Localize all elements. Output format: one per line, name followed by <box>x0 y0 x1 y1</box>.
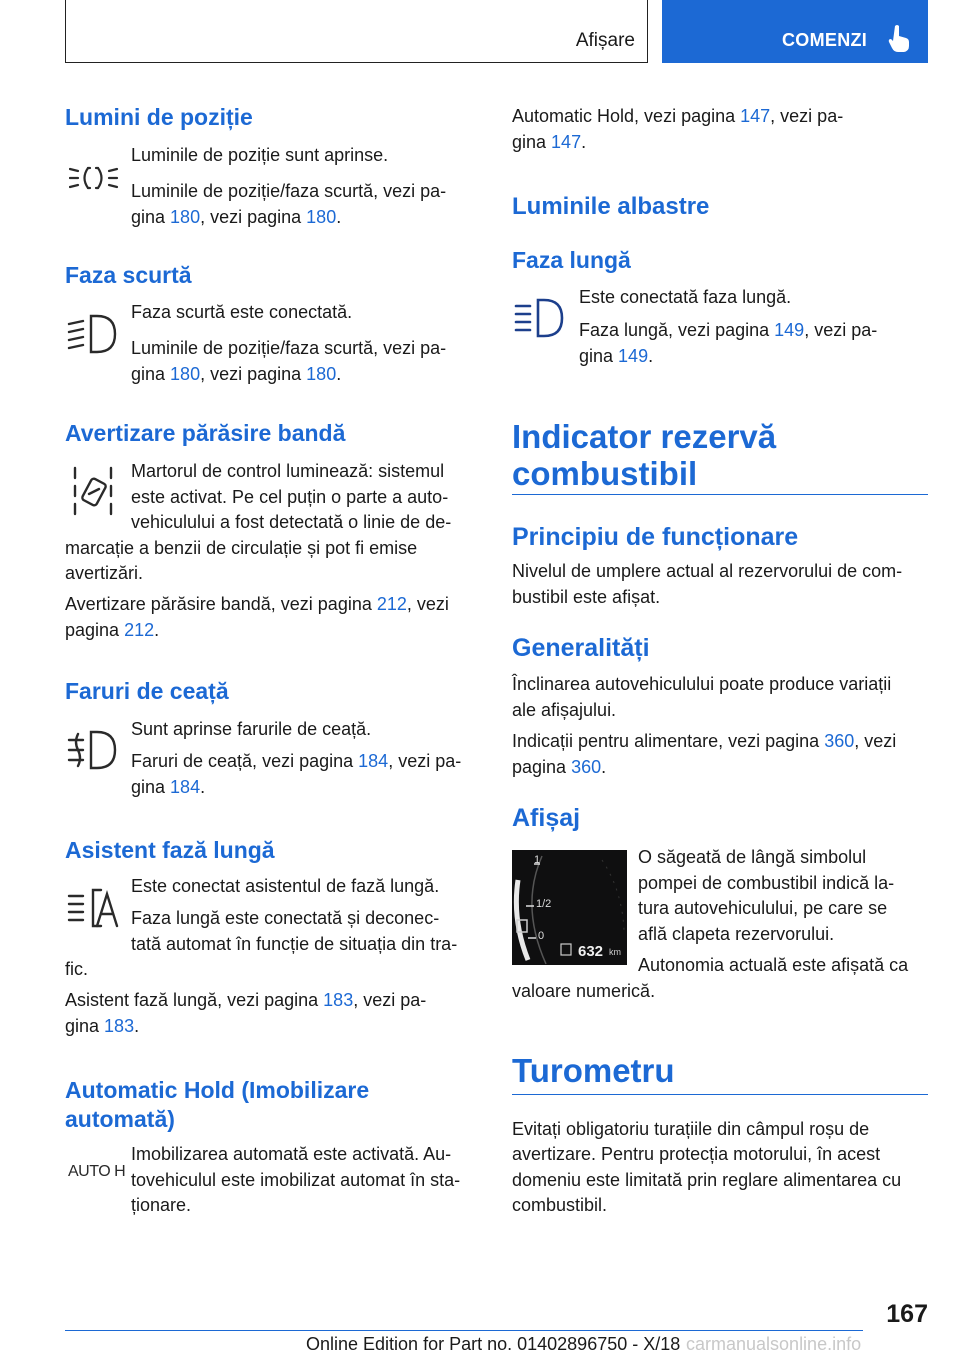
heading-display: Afișaj <box>512 804 581 832</box>
page-link[interactable]: 180 <box>306 363 337 384</box>
page-link[interactable]: 147 <box>551 131 582 152</box>
section-divider <box>512 494 928 495</box>
general-text-2: ale afișajului. <box>512 700 617 720</box>
page-link[interactable]: 180 <box>170 363 201 384</box>
page-link[interactable]: 149 <box>618 345 649 366</box>
tachometer-text-2: avertizare. Pentru protecția motorului, în acest <box>512 1144 881 1164</box>
lane-departure-icon <box>71 464 115 516</box>
page-link[interactable]: 184 <box>170 776 201 797</box>
pointing-hand-icon <box>888 24 910 52</box>
position-lights-icon <box>69 164 119 192</box>
footer-divider <box>65 1330 863 1331</box>
heading-general: Generalități <box>512 634 650 662</box>
gauge-mark-half: 1/2 <box>536 898 552 910</box>
gauge-mark-empty: 0 <box>538 930 545 942</box>
page-link[interactable]: 212 <box>376 594 407 614</box>
general-text-1: Înclinarea autovehiculului poate produce variații <box>512 674 892 694</box>
page-link[interactable]: 184 <box>358 751 389 771</box>
display-text-2: pompei de combustibil indică la- <box>638 873 895 893</box>
display-text-5: Autonomia actuală este afișată ca <box>638 955 909 975</box>
fog-lights-reference: Faruri de ceață, vezi pagina 184, vezi pa- gina 184. <box>131 751 462 797</box>
lane-departure-text-1: Martorul de control luminează: sistemul <box>131 461 445 481</box>
auto-hold-text-3: ționare. <box>131 1195 192 1215</box>
auto-hold-reference: Automatic Hold, vezi pagina 147, vezi pa- gina 147. <box>512 106 844 152</box>
high-beam-icon <box>514 296 568 340</box>
principle-text-1: Nivelul de umplere actual al rezervorului de com- <box>512 561 903 581</box>
high-beam-assistant-reference: Asistent fază lungă, vezi pagina 183, vezi pa- gina 183. <box>65 990 427 1036</box>
display-text-1: O săgeată de lângă simbolul <box>638 847 867 867</box>
page-link[interactable]: 360 <box>571 756 602 777</box>
fog-lights-icon <box>67 728 119 772</box>
section-tab-label: Afișare <box>575 30 635 51</box>
fuel-gauge-image <box>512 850 627 965</box>
high-beam-assistant-text-3: tată automat în funcție de situația din tra- <box>131 934 458 954</box>
heading-blue-lights: Luminile albastre <box>512 193 710 220</box>
position-lights-reference: Luminile de poziție/faza scurtă, vezi pa- gina 180, vezi pagina 180. <box>131 181 447 227</box>
fog-lights-status: Sunt aprinse farurile de ceață. <box>131 719 372 739</box>
lane-departure-text-4: marcație a benzii de circulație și pot fi emise <box>65 538 418 558</box>
display-text-3: tura autovehiculului, pe care se <box>638 898 888 918</box>
tachometer-text-4: combustibil. <box>512 1195 608 1215</box>
page-link[interactable]: 149 <box>774 320 805 340</box>
page-link[interactable]: 212 <box>124 619 155 640</box>
lane-departure-text-3: vehiculului a fost detectată o linie de de- <box>131 512 452 532</box>
lane-departure-text-5: avertizări. <box>65 563 144 583</box>
display-text-4: află clapeta rezervorului. <box>638 924 835 944</box>
heading-fuel-reserve: Indicator rezervă combustibil <box>512 418 777 492</box>
low-beam-status: Faza scurtă este conectată. <box>131 302 353 322</box>
high-beam-assistant-status: Este conectat asistentul de fază lungă. <box>131 876 440 896</box>
gauge-mark-full: 1 <box>534 854 541 866</box>
heading-fog-lights: Faruri de ceață <box>65 678 229 704</box>
high-beam-status: Este conectată faza lungă. <box>579 287 792 307</box>
page-number: 167 <box>886 1300 928 1328</box>
page-link[interactable]: 180 <box>306 206 337 227</box>
page-link[interactable]: 183 <box>323 990 354 1010</box>
heading-position-lights: Lumini de poziție <box>65 104 253 130</box>
fuel-pump-icon <box>561 944 571 955</box>
position-lights-status: Luminile de poziție sunt aprinse. <box>131 145 389 165</box>
page-link[interactable]: 360 <box>824 731 855 751</box>
display-text-6: valoare numerică. <box>512 981 656 1001</box>
high-beam-assistant-icon <box>67 886 121 930</box>
principle-text-2: bustibil este afișat. <box>512 587 661 607</box>
high-beam-reference: Faza lungă, vezi pagina 149, vezi pa- gina 149. <box>579 320 878 366</box>
range-value: 632 <box>578 943 604 960</box>
lane-departure-reference: Avertizare părăsire bandă, vezi pagina 212, vezi pagina 212. <box>65 594 449 640</box>
low-beam-icon <box>67 312 119 356</box>
section-divider <box>512 1094 928 1095</box>
section-tab[interactable] <box>65 0 648 63</box>
heading-low-beam: Faza scurtă <box>65 262 192 288</box>
heading-automatic-hold: Automatic Hold (Imobilizare automată) <box>65 1077 370 1132</box>
heading-lane-departure: Avertizare părăsire bandă <box>65 420 346 446</box>
high-beam-assistant-text-4: fic. <box>65 959 89 979</box>
heading-tachometer: Turometru <box>512 1052 675 1089</box>
auto-hold-icon: AUTO H <box>68 1163 126 1180</box>
edition-text: Online Edition for Part no. 01402896750 - X/18 <box>306 1334 681 1354</box>
active-tab[interactable] <box>662 0 928 63</box>
refueling-reference: Indicații pentru alimentare, vezi pagina 360, vezi pagina 360. <box>512 731 897 777</box>
high-beam-assistant-text-2: Faza lungă este conectată și deconec- <box>131 908 440 928</box>
heading-high-beam: Faza lungă <box>512 247 631 273</box>
page-link[interactable]: 147 <box>740 106 771 126</box>
heading-high-beam-assistant: Asistent fază lungă <box>65 837 275 863</box>
tachometer-text-1: Evitați obligatoriu turațiile din câmpul roșu de <box>512 1119 870 1139</box>
watermark: carmanualsonline.info <box>686 1334 862 1354</box>
page-link[interactable]: 183 <box>104 1015 135 1036</box>
auto-hold-text-1: Imobilizarea automată este activată. Au- <box>131 1144 452 1164</box>
range-unit: km <box>609 947 621 957</box>
low-beam-reference: Luminile de poziție/faza scurtă, vezi pa- gina 180, vezi pagina 180. <box>131 338 447 384</box>
lane-departure-text-2: este activat. Pe cel puțin o parte a auto- <box>131 487 449 507</box>
heading-operating-principle: Principiu de funcționare <box>512 523 799 551</box>
tachometer-text-3: domeniu este limitată prin reglare alimentarea cu <box>512 1170 902 1190</box>
active-tab-label: COMENZI <box>782 30 868 50</box>
auto-hold-text-2: tovehiculul este imobilizat automat în sta- <box>131 1170 461 1190</box>
page-link[interactable]: 180 <box>170 206 201 227</box>
